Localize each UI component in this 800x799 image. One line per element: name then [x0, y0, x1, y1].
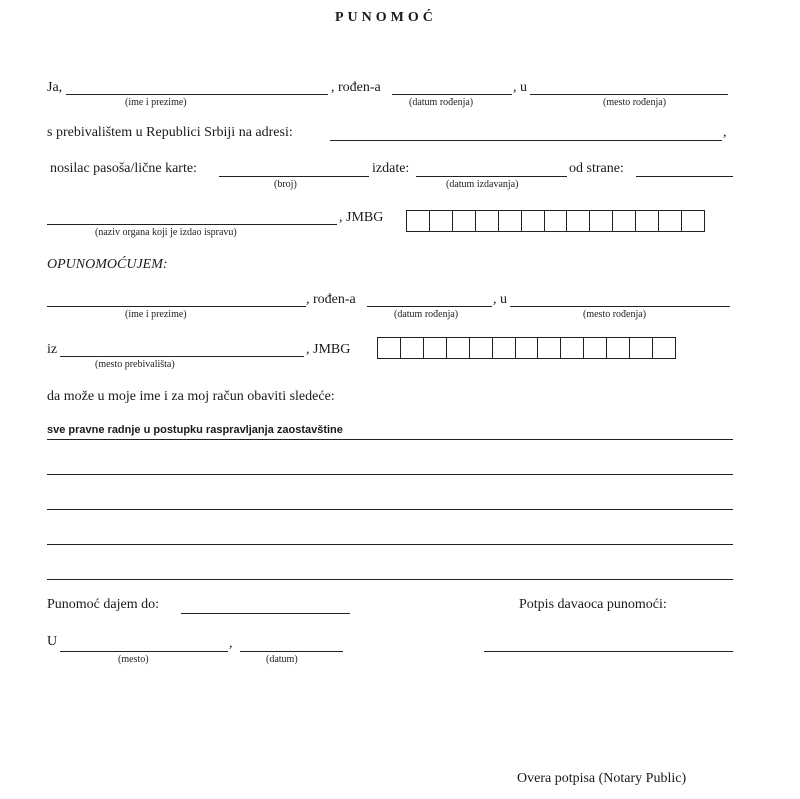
grantor-jmbg-text: , JMBG: [339, 210, 384, 225]
scope-line-3[interactable]: [47, 509, 733, 510]
valid-until-text: Punomoć dajem do:: [47, 597, 159, 612]
grantor-address-field[interactable]: [330, 140, 722, 141]
attorney-residence-label: (mesto prebivališta): [95, 359, 175, 370]
passport-text: nosilac pasoša/lične karte:: [50, 161, 197, 176]
place-prefix: U: [47, 634, 58, 649]
issuer-field-a[interactable]: [636, 176, 733, 177]
attorney-residence-field[interactable]: [60, 356, 304, 357]
scope-line-5[interactable]: [47, 579, 733, 580]
signature-label: Potpis davaoca punomoći:: [519, 597, 667, 612]
passport-number-label: (broj): [274, 179, 297, 190]
place-label: (mesto): [118, 654, 149, 665]
attorney-jmbg-field[interactable]: [377, 337, 676, 359]
attorney-born-text: , rođen-a: [306, 292, 356, 307]
attorney-birthplace-field[interactable]: [510, 306, 730, 307]
attorney-jmbg-text: , JMBG: [306, 342, 351, 357]
ja-text: Ja,: [47, 80, 63, 95]
address-comma: ,: [723, 125, 727, 140]
grantor-dob-field[interactable]: [392, 94, 512, 95]
notary-text: Overa potpisa (Notary Public): [517, 771, 687, 786]
grantor-birthplace-label: (mesto rođenja): [603, 97, 667, 108]
issuer-field-b[interactable]: [47, 224, 337, 225]
issue-date-field[interactable]: [416, 176, 567, 177]
issuer-label: (naziv organa koji je izdao ispravu): [95, 227, 237, 238]
scope-line-4[interactable]: [47, 544, 733, 545]
grantor-birthplace-field[interactable]: [530, 94, 728, 95]
attorney-from-text: iz: [47, 342, 58, 357]
issued-text: izdate:: [372, 161, 410, 176]
grantor-jmbg-field[interactable]: [406, 210, 705, 232]
attorney-name-label: (ime i prezime): [125, 309, 187, 320]
scope-line-2[interactable]: [47, 474, 733, 475]
scope-line-1[interactable]: [47, 439, 733, 440]
attorney-dob-label: (datum rođenja): [394, 309, 459, 320]
date-comma: ,: [229, 636, 233, 651]
issue-date-label: (datum izdavanja): [446, 179, 519, 190]
grantor-name-field[interactable]: [66, 94, 328, 95]
attorney-birthplace-label: (mesto rođenja): [583, 309, 647, 320]
passport-number-field[interactable]: [219, 176, 369, 177]
attorney-heading: OPUNOMOĆUJEM:: [47, 257, 168, 272]
grantor-name-label: (ime i prezime): [125, 97, 187, 108]
scope-text: sve pravne radnje u postupku raspravljanja zaostavštine: [47, 424, 343, 436]
date-label: (datum): [266, 654, 298, 665]
signature-field[interactable]: [484, 651, 733, 652]
attorney-dob-field[interactable]: [367, 306, 492, 307]
address-text: s prebivalištem u Republici Srbiji na adresi:: [47, 125, 293, 140]
date-field[interactable]: [240, 651, 343, 652]
grantor-in-text: , u: [513, 80, 527, 95]
authority-text: da može u moje ime i za moj račun obaviti sledeće:: [47, 389, 335, 404]
attorney-name-field[interactable]: [47, 306, 306, 307]
document-title: PUNOMOĆ: [335, 10, 437, 25]
valid-until-field[interactable]: [181, 613, 350, 614]
grantor-born-text: , rođen-a: [331, 80, 381, 95]
grantor-dob-label: (datum rođenja): [409, 97, 474, 108]
attorney-in-text: , u: [493, 292, 507, 307]
by-text: od strane:: [569, 161, 624, 176]
place-field[interactable]: [60, 651, 228, 652]
